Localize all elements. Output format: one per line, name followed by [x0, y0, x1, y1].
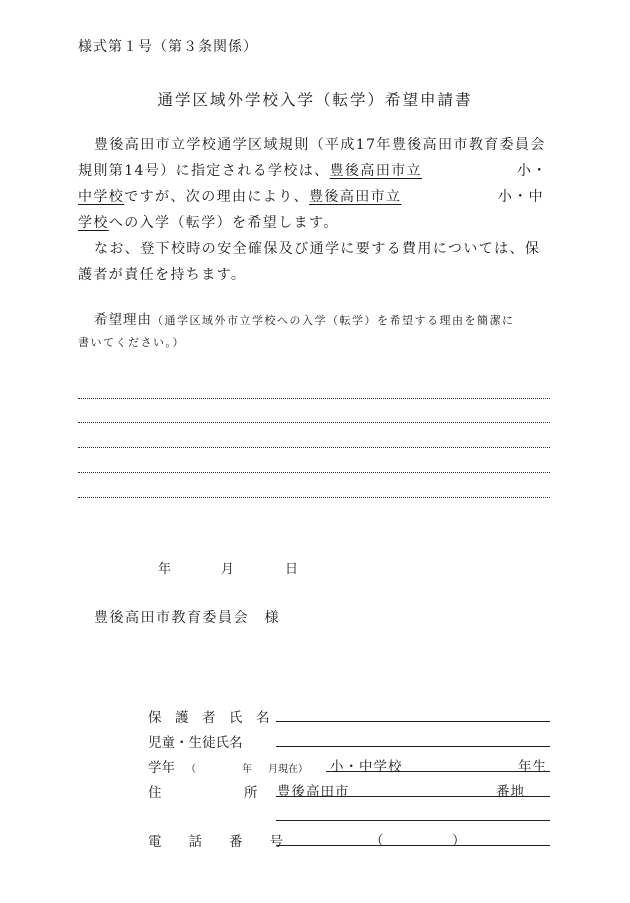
- form-number: 様式第１号（第３条関係）: [78, 39, 258, 55]
- guardian-name-field[interactable]: [276, 721, 550, 722]
- reason-label: 希望理由: [94, 312, 152, 328]
- phone-label: 電 話 番 号: [148, 834, 283, 850]
- grade-suffix: 年生: [518, 759, 547, 775]
- body-line-1: 豊後高田市立学校通学区域規則（平成17年豊後高田市教育委員会: [94, 137, 546, 153]
- school-city-prefix: 豊後高田市立: [329, 163, 423, 179]
- body-line-5: なお、登下校時の安全確保及び通学に要する費用については、保: [94, 241, 541, 257]
- phone-paren-open: （: [370, 833, 385, 849]
- student-name-label: 児童・生徒氏名: [148, 735, 243, 751]
- address-suffix: 番地: [496, 784, 525, 800]
- school-type-1: 小・: [516, 163, 548, 179]
- body-line-6: 護者が責任を持ちます。: [78, 267, 247, 283]
- reason-heading: [94, 308, 515, 328]
- student-name-field[interactable]: [276, 746, 550, 747]
- grade-month-now: 月現在）: [268, 764, 308, 775]
- body-line-4: [78, 210, 339, 236]
- reason-line-5[interactable]: [78, 497, 550, 498]
- reason-note-2: 書いてください。）: [78, 336, 185, 349]
- body-line-4-text: への入学（転学）を希望します。: [108, 215, 339, 231]
- school-city-prefix-2: 豊後高田市立: [309, 189, 402, 205]
- body-line-3-text: ですが、次の理由により、: [124, 189, 310, 205]
- school-suffix: 学校: [78, 215, 109, 231]
- reason-line-3[interactable]: [78, 447, 550, 448]
- phone-paren-close: ）: [452, 833, 467, 849]
- reason-line-1[interactable]: [78, 398, 550, 399]
- school-name-blank-2[interactable]: [309, 184, 544, 210]
- date-day: 日: [285, 562, 299, 577]
- grade-year-unit: 年: [242, 764, 252, 775]
- body-line-2-text: 規則第14号）に指定される学校は、: [78, 163, 330, 179]
- reason-line-2[interactable]: [78, 422, 550, 423]
- document-title: 通学区域外学校入学（転学）希望申請書: [157, 91, 473, 109]
- body-line-2: [78, 158, 548, 184]
- date-year: 年: [158, 562, 172, 577]
- school-name-blank-1[interactable]: [330, 158, 548, 184]
- reason-note-1: （通学区域外市立学校への入学（転学）を希望する理由を簡潔に: [152, 314, 515, 327]
- grade-label: 学年: [148, 760, 175, 776]
- grade-field[interactable]: [326, 771, 550, 772]
- addressee: 豊後高田市教育委員会 様: [94, 610, 280, 626]
- guardian-name-label: 保 護 者 氏 名: [148, 710, 270, 726]
- grade-paren-open: （: [186, 764, 196, 775]
- reason-line-4[interactable]: [78, 472, 550, 473]
- address-field-2[interactable]: [276, 820, 550, 821]
- address-field-1[interactable]: [276, 796, 550, 797]
- address-label-2: 所: [244, 785, 258, 801]
- phone-field[interactable]: [276, 845, 550, 846]
- body-line-3: [78, 184, 544, 210]
- school-type-suffix: 中学校: [78, 189, 125, 205]
- date-month: 月: [221, 562, 235, 577]
- school-type-2: 小・中: [497, 189, 545, 205]
- address-city: 豊後高田市: [277, 784, 350, 800]
- address-label-1: 住: [148, 785, 162, 801]
- grade-school-type: 小・中学校: [330, 759, 403, 775]
